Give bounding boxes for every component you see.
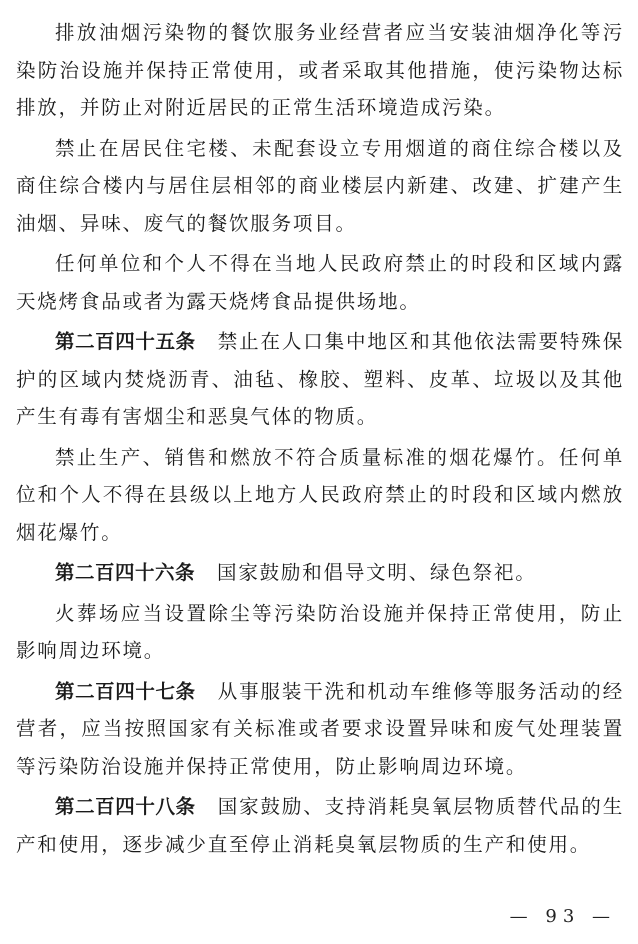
paragraph-text: 排放油烟污染物的餐饮服务业经营者应当安装油烟净化等污染防治设施并保持正常使用，或者采取其他措施，使污染物达标排放，并防止对附近居民的正常生活环境造成污染。 [16,21,624,119]
paragraph [16,245,624,320]
article-number: 第二百四十五条 [55,330,196,353]
paragraph-text: 禁止生产、销售和燃放不符合质量标准的烟花爆竹。任何单位和个人不得在县级以上地方人民政府禁止的时段和区域内燃放烟花爆竹。 [16,445,624,544]
article-paragraph [16,554,624,592]
article-paragraph [16,323,624,436]
page-number: — 93 — [509,906,616,927]
paragraph-text: 从事服装干洗和机动车维修等服务活动的经营者，应当按照国家有关标准或者要求设置异味和废气处理装置等污染防治设施并保持正常使用，防止影响周边环境。 [16,679,624,778]
paragraph [16,130,624,243]
article-number: 第二百四十七条 [55,679,196,703]
article-number: 第二百四十六条 [55,561,196,584]
paragraph-text: 禁止在居民住宅楼、未配套设立专用烟道的商住综合楼以及商住综合楼内与居住层相邻的商业楼层内新建、改建、扩建产生油烟、异味、废气的餐饮服务项目。 [16,136,624,235]
paragraph [16,14,624,127]
paragraph-text: 国家鼓励、支持消耗臭氧层物质替代品的生产和使用，逐步减少直至停止消耗臭氧层物质的生产和使用。 [16,795,624,856]
article-paragraph [16,788,624,863]
paragraph [16,439,624,552]
paragraph [16,595,624,670]
paragraph-text: 国家鼓励和倡导文明、绿色祭祀。 [217,561,537,584]
paragraph-text: 火葬场应当设置除尘等污染防治设施并保持正常使用，防止影响周边环境。 [16,601,624,662]
article-number: 第二百四十八条 [55,795,196,818]
article-paragraph [16,673,624,786]
document-body [16,14,624,863]
paragraph-text: 任何单位和个人不得在当地人民政府禁止的时段和区域内露天烧烤食品或者为露天烧烤食品提供场地。 [16,252,624,313]
paragraph-text: 禁止在人口集中地区和其他依法需要特殊保护的区域内焚烧沥青、油毡、橡胶、塑料、皮革、垃圾以及其他产生有毒有害烟尘和恶臭气体的物质。 [16,330,624,428]
